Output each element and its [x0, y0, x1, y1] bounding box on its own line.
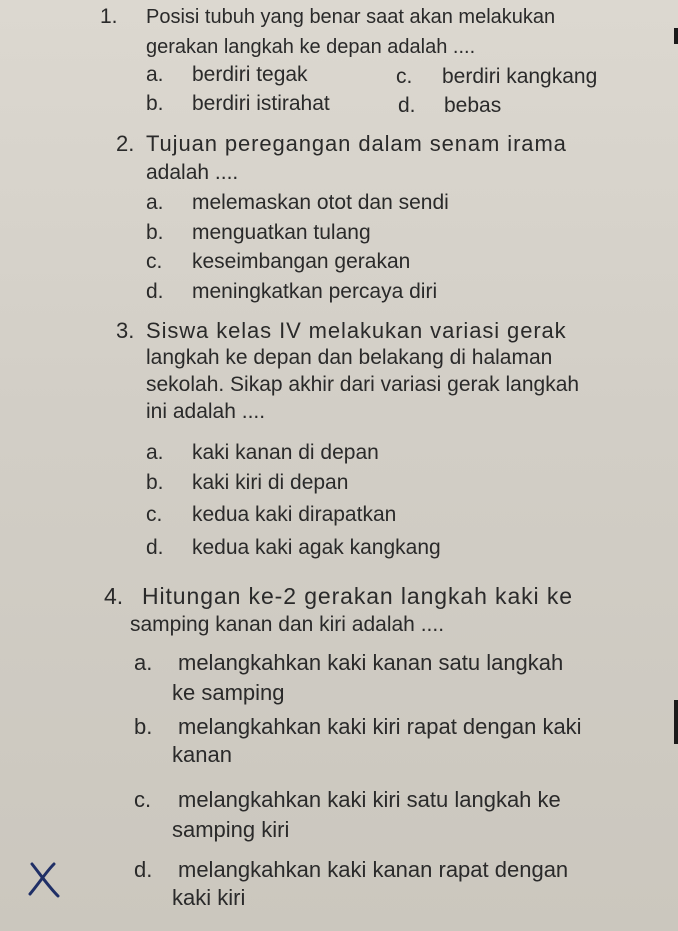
question-4-option-c: c. melangkahkan kaki kiri satu langkah ke [134, 787, 561, 812]
question-1-stem-line-2: gerakan langkah ke depan adalah .... [146, 36, 476, 58]
question-3-option-b: b. kaki kiri di depan [146, 471, 349, 494]
question-4-option-a-line-2: ke samping [172, 680, 285, 705]
question-3-number: 3. [116, 318, 135, 343]
question-4-stem-line-1: Hitungan ke-2 gerakan langkah kaki ke [142, 583, 573, 609]
question-2-option-c: c. keseimbangan gerakan [146, 250, 411, 273]
question-2-stem-line-2: adalah .... [146, 161, 239, 184]
question-4-option-c-line-2: samping kiri [172, 817, 290, 842]
question-3-stem-line-3: sekolah. Sikap akhir dari variasi gerak langkah [146, 373, 580, 396]
question-3-option-a: a. kaki kanan di depan [146, 441, 379, 464]
question-1-number: 1. [100, 5, 118, 28]
page-edge-mark [674, 28, 678, 44]
handwritten-x-mark [26, 860, 62, 900]
question-2-option-a: a. melemaskan otot dan sendi [146, 191, 449, 214]
question-4-option-d: d. melangkahkan kaki kanan rapat dengan [134, 857, 569, 882]
question-3-option-c: c. kedua kaki dirapatkan [146, 503, 397, 526]
question-2-option-d: d. meningkatkan percaya diri [146, 280, 438, 303]
question-1-option-a: a. berdiri tegak [146, 63, 308, 86]
question-2-option-b: b. menguatkan tulang [146, 221, 371, 244]
question-4-number: 4. [104, 583, 124, 609]
question-4-option-b-line-2: kanan [172, 742, 232, 767]
question-3-stem-line-1: Siswa kelas IV melakukan variasi gerak [146, 318, 567, 343]
question-1-option-b: b. berdiri istirahat [146, 92, 330, 115]
question-4-option-a: a. melangkahkan kaki kanan satu langkah [134, 650, 564, 675]
question-3-option-d: d. kedua kaki agak kangkang [146, 536, 441, 559]
question-3-stem-line-2: langkah ke depan dan belakang di halaman [146, 346, 553, 369]
question-3-stem-line-4: ini adalah .... [146, 400, 266, 423]
question-2-stem-line-1: Tujuan peregangan dalam senam irama [146, 131, 567, 156]
question-2-number: 2. [116, 131, 135, 156]
page-edge-mark [674, 700, 678, 744]
question-1-option-d: d. bebas [398, 94, 502, 117]
question-1-option-c: c. berdiri kangkang [396, 65, 598, 88]
question-1-stem-line-1: Posisi tubuh yang benar saat akan melakukan [146, 6, 556, 28]
question-4-option-b: b. melangkahkan kaki kiri rapat dengan kaki [134, 714, 582, 739]
question-4-option-d-line-2: kaki kiri [172, 885, 246, 910]
question-4-stem-line-2: samping kanan dan kiri adalah .... [130, 613, 445, 636]
